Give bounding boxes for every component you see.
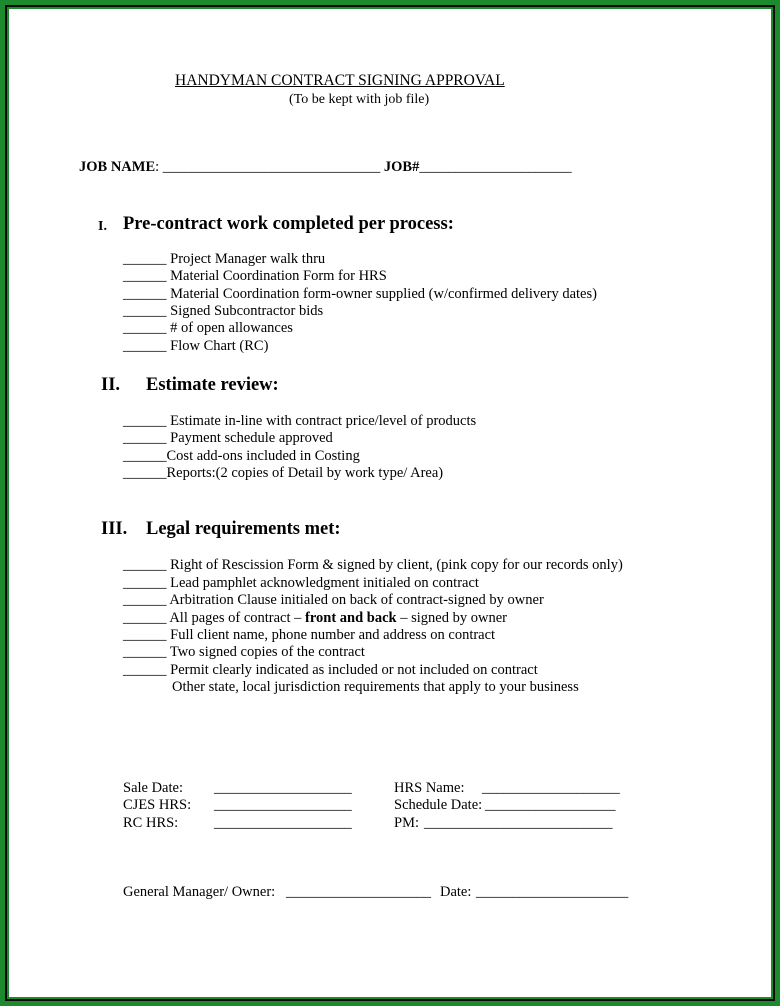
checklist-item-text: – signed by owner — [396, 610, 507, 626]
checklist-item[interactable]: ______ Lead pamphlet acknowledgment initialed on contract — [123, 575, 479, 591]
job-name-label: JOB NAME — [79, 159, 156, 175]
rc-hrs-field[interactable]: ___________________ — [214, 815, 352, 831]
checklist-item[interactable]: ______ # of open allowances — [123, 320, 293, 336]
checklist-item[interactable]: ______ Project Manager walk thru — [123, 251, 326, 267]
section-2-heading: Estimate review: — [146, 375, 279, 395]
section-1-numeral: I. — [98, 219, 107, 234]
checklist-item[interactable]: ______ Flow Chart (RC) — [123, 338, 269, 354]
section-2-numeral: II. — [101, 375, 121, 395]
schedule-date-field[interactable]: __________________ — [485, 797, 616, 813]
checklist-item[interactable]: ______ Permit clearly indicated as included or not included on contract — [123, 662, 538, 678]
hrs-name-field[interactable]: ___________________ — [482, 780, 620, 796]
general-manager-signature-field[interactable]: ____________________ — [286, 884, 431, 900]
sale-date-label: Sale Date: — [123, 780, 183, 796]
job-name-separator: : — [155, 159, 160, 175]
job-number-label: JOB# — [383, 159, 420, 175]
sale-date-field[interactable]: ___________________ — [214, 780, 352, 796]
footer-date-label: Date: — [440, 884, 472, 900]
job-name-field[interactable]: ______________________________ — [162, 159, 381, 175]
checklist-item[interactable]: ______ Signed Subcontractor bids — [123, 303, 324, 319]
emphasis-front-and-back: front and back — [305, 610, 397, 626]
general-manager-label: General Manager/ Owner: — [123, 884, 276, 900]
hrs-name-label: HRS Name: — [394, 780, 465, 796]
checklist-item-text: ______ All pages of contract – — [123, 610, 306, 626]
checklist-note: Other state, local jurisdiction requirements that apply to your business — [172, 679, 579, 695]
cjes-hrs-label: CJES HRS: — [123, 797, 192, 813]
document-title: HANDYMAN CONTRACT SIGNING APPROVAL — [175, 72, 505, 89]
checklist-item[interactable]: ______ Material Coordination Form for HRS — [123, 268, 387, 284]
footer-date-field[interactable]: _____________________ — [476, 884, 629, 900]
checklist-item-all-pages[interactable] — [123, 610, 507, 627]
cjes-hrs-field[interactable]: ___________________ — [214, 797, 352, 813]
schedule-date-label: Schedule Date: — [394, 797, 483, 813]
section-3-numeral: III. — [101, 519, 128, 539]
checklist-item[interactable]: ______ Arbitration Clause initialed on back of contract-signed by owner — [123, 592, 544, 608]
checklist-item[interactable]: ______ Full client name, phone number and address on contract — [123, 627, 496, 643]
job-name-row — [79, 159, 572, 176]
checklist-item[interactable]: ______Cost add-ons included in Costing — [123, 448, 360, 464]
checklist-item[interactable]: ______Reports:(2 copies of Detail by work type/ Area) — [123, 465, 444, 481]
rc-hrs-label: RC HRS: — [123, 815, 179, 831]
checklist-item[interactable]: ______ Estimate in-line with contract price/level of products — [123, 413, 477, 429]
checklist-item[interactable]: ______ Material Coordination form-owner supplied (w/confirmed delivery dates) — [123, 286, 597, 302]
pm-label: PM: — [394, 815, 419, 831]
pm-field[interactable]: __________________________ — [424, 815, 613, 831]
checklist-item[interactable]: ______ Right of Rescission Form & signed by client, (pink copy for our records only) — [123, 557, 623, 573]
checklist-item[interactable]: ______ Two signed copies of the contract — [123, 644, 365, 660]
checklist-item[interactable]: ______ Payment schedule approved — [123, 430, 333, 446]
document-subtitle: (To be kept with job file) — [289, 92, 430, 107]
section-3-heading: Legal requirements met: — [146, 519, 341, 539]
job-number-field[interactable]: _____________________ — [419, 159, 572, 175]
section-1-heading: Pre-contract work completed per process: — [123, 214, 454, 234]
document-page — [9, 9, 771, 997]
